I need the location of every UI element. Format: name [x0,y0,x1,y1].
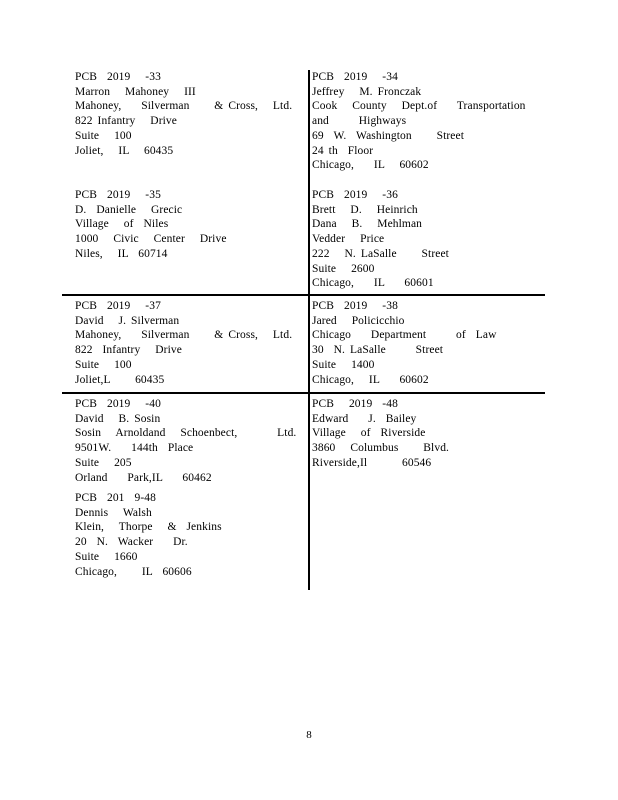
case-number-line: PCB 2019 -36 [312,189,398,201]
page-number: 8 [306,729,312,741]
case-number-line: PCB 2019 -34 [312,71,398,83]
address-line: Suite 1400 [312,358,375,371]
case-entry-pcb-2019-36 [312,188,449,291]
address-line: 822 Infantry Drive [75,115,177,128]
case-entry-pcb-201-9-48 [75,491,222,579]
case-entry-pcb-2019-33 [75,70,292,158]
case-entry-pcb-2019-37 [75,299,292,387]
address-line: David B. Sosin [75,412,161,425]
case-number-line: PCB 2019 -35 [75,189,161,201]
address-line: Riverside,Il 60546 [312,456,432,469]
address-line: Suite 100 [75,129,132,142]
address-line: 20 N. Wacker Dr. [75,536,188,549]
case-entry-pcb-2019-34 [312,70,526,173]
case-number-line: PCB 2019 -48 [312,398,398,410]
address-line: Joliet,L 60435 [75,373,165,386]
address-line: Dana B. Mehlman [312,218,423,231]
address-line: 24 th Floor [312,144,374,157]
address-line: 822 Infantry Drive [75,344,182,357]
address-line: Suite 2600 [312,262,375,275]
address-line: Chicago, IL 60606 [75,565,192,578]
address-line: D. Danielle Grecic [75,203,183,216]
address-line: Jeffrey M. Fronczak [312,85,422,98]
case-entry-pcb-2019-40 [75,397,296,485]
address-line: Chicago, IL 60601 [312,277,434,290]
address-line: Marron Mahoney III [75,85,196,98]
address-line: Brett D. Heinrich [312,203,418,216]
case-number-line: PCB 2019 -38 [312,300,398,312]
address-line: Village of Riverside [312,427,426,440]
address-line: Sosin Arnoldand Schoenbect, Ltd. [75,427,297,440]
horizontal-rule-2 [62,392,545,394]
address-line: 3860 Columbus Blvd. [312,442,450,455]
case-number-line: PCB 201 9-48 [75,492,156,504]
case-entry-pcb-2019-38 [312,299,497,387]
address-line: Chicago, IL 60602 [312,373,429,386]
address-line: Mahoney, Silverman & Cross, Ltd. [75,100,293,113]
case-number-line: PCB 2019 -40 [75,398,161,410]
column-divider-line [308,70,310,590]
address-line: Edward J. Bailey [312,412,417,425]
case-number-line: PCB 2019 -37 [75,300,161,312]
address-line: Chicago Department of Law [312,329,497,342]
address-line: 1000 Civic Center Drive [75,233,227,246]
address-line: Village of Niles [75,218,169,231]
address-line: and Highways [312,115,407,128]
address-line: 9501W. 144th Place [75,442,194,455]
address-line: Chicago, IL 60602 [312,159,429,172]
address-line: Cook County Dept.of Transportation [312,100,526,113]
address-line: 222 N. LaSalle Street [312,247,449,260]
case-entry-pcb-2019-35 [75,188,227,262]
address-line: Suite 1660 [75,550,138,563]
address-line: Jared Policicchio [312,314,405,327]
address-line: Suite 205 [75,456,132,469]
case-entry-pcb-2019-48 [312,397,449,471]
address-line: Klein, Thorpe & Jenkins [75,521,222,534]
address-line: Mahoney, Silverman & Cross, Ltd. [75,329,293,342]
case-number-line: PCB 2019 -33 [75,71,161,83]
address-line: Dennis Walsh [75,506,152,519]
address-line: Vedder Price [312,233,385,246]
address-line: Joliet, IL 60435 [75,144,174,157]
address-line: David J. Silverman [75,314,180,327]
address-line: 69 W. Washington Street [312,129,465,142]
address-line: Orland Park,IL 60462 [75,471,212,484]
address-line: Niles, IL 60714 [75,247,168,260]
address-line: 30 N. LaSalle Street [312,344,444,357]
horizontal-rule-1 [62,294,545,296]
address-line: Suite 100 [75,358,132,371]
